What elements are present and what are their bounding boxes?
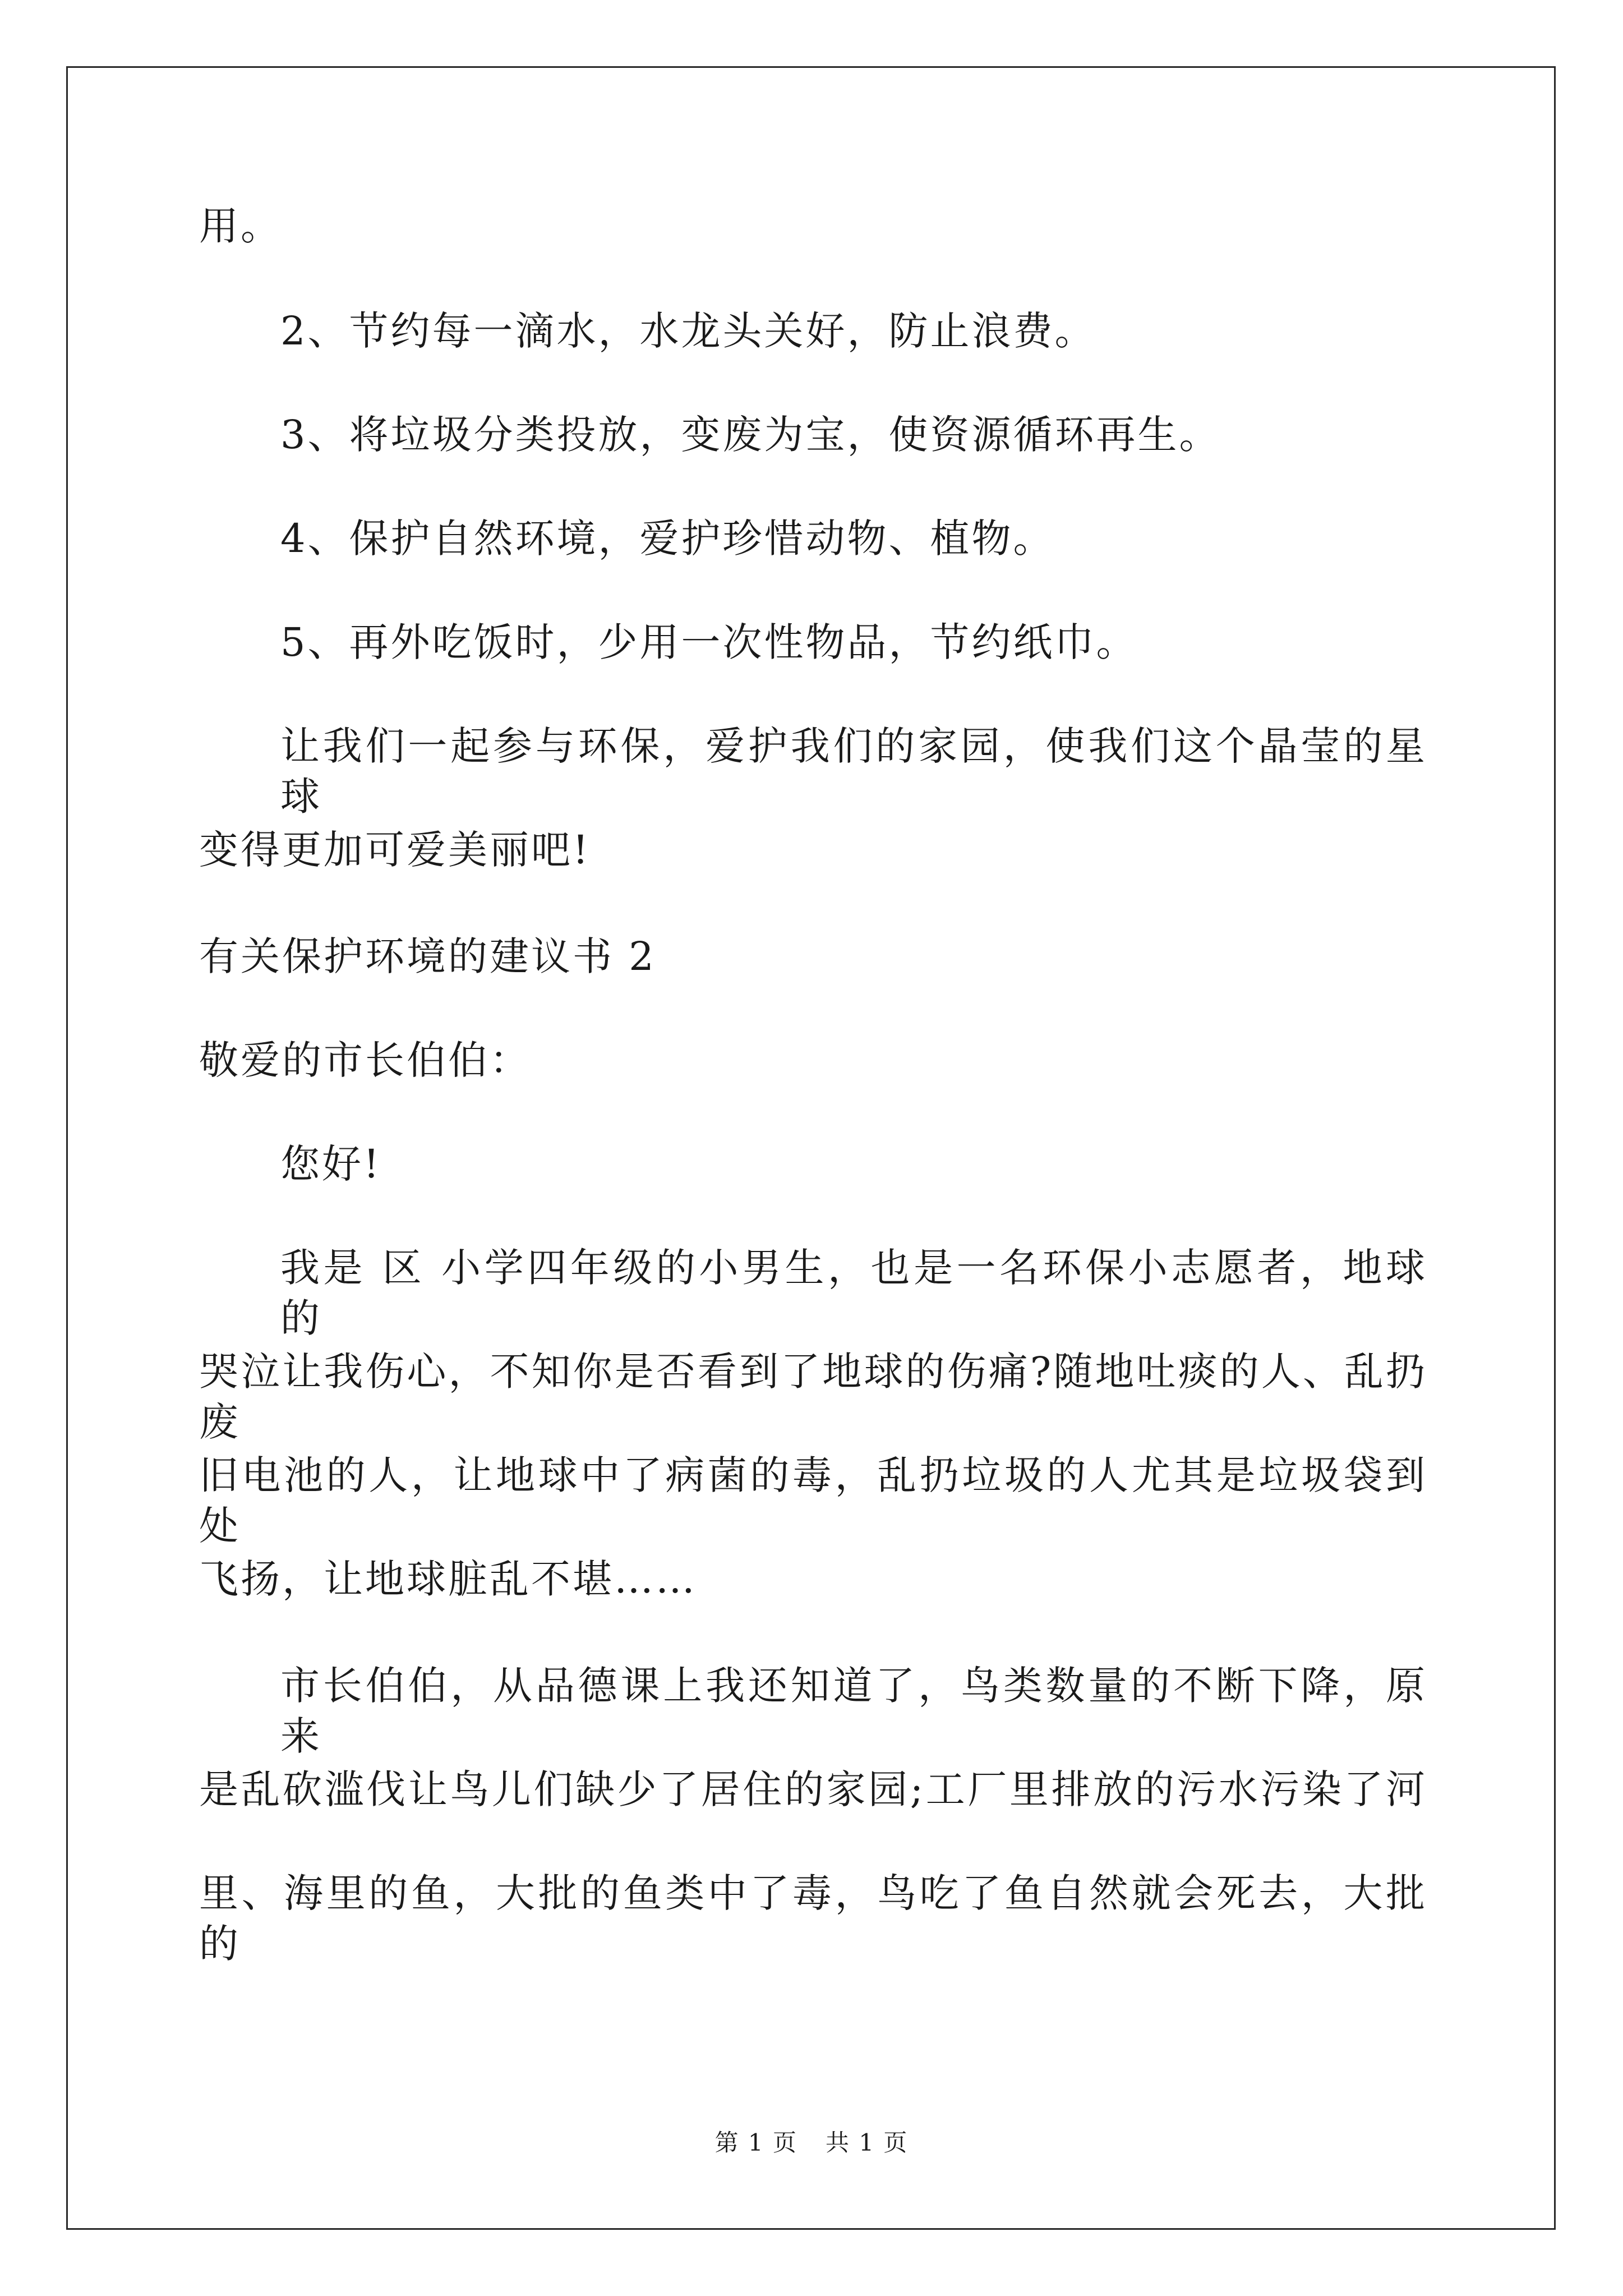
page-total: 共 1 页 [826, 2129, 909, 2156]
section-heading: 有关保护环境的建议书 2 [199, 933, 656, 979]
paragraph-line: 里、海里的鱼，大批的鱼类中了毒，鸟吃了鱼自然就会死去，大批的 [199, 1870, 1427, 1967]
page-footer [0, 2126, 1623, 2160]
list-item: 4、保护自然环境，爱护珍惜动物、植物。 [280, 516, 1055, 562]
list-item: 3、将垃圾分类投放，变废为宝，使资源循环再生。 [280, 412, 1221, 458]
paragraph-line: 是乱砍滥伐让鸟儿们缺少了居住的家园;工厂里排放的污水污染了河 [199, 1766, 1427, 1812]
paragraph-line: 我是 区 小学四年级的小男生，也是一名环保小志愿者，地球的 [280, 1245, 1427, 1341]
greeting: 您好! [280, 1141, 382, 1187]
paragraph-line: 变得更加可爱美丽吧! [199, 827, 591, 873]
text-line: 用。 [199, 203, 282, 249]
list-item: 5、再外吃饭时，少用一次性物品，节约纸巾。 [280, 619, 1138, 665]
page-number: 第 1 页 [714, 2129, 797, 2156]
paragraph-line: 哭泣让我伤心，不知你是否看到了地球的伤痛?随地吐痰的人、乱扔废 [199, 1349, 1427, 1445]
paragraph-line: 旧电池的人，让地球中了病菌的毒，乱扔垃圾的人尤其是垃圾袋到处 [199, 1452, 1427, 1549]
list-item: 2、节约每一滴水，水龙头关好，防止浪费。 [280, 308, 1096, 354]
paragraph-line: 市长伯伯，从品德课上我还知道了，鸟类数量的不断下降，原来 [280, 1663, 1427, 1759]
paragraph-line: 飞扬，让地球脏乱不堪…… [199, 1556, 697, 1602]
paragraph-line: 让我们一起参与环保，爱护我们的家园，使我们这个晶莹的星球 [280, 723, 1427, 820]
salutation: 敬爱的市长伯伯： [199, 1037, 531, 1083]
